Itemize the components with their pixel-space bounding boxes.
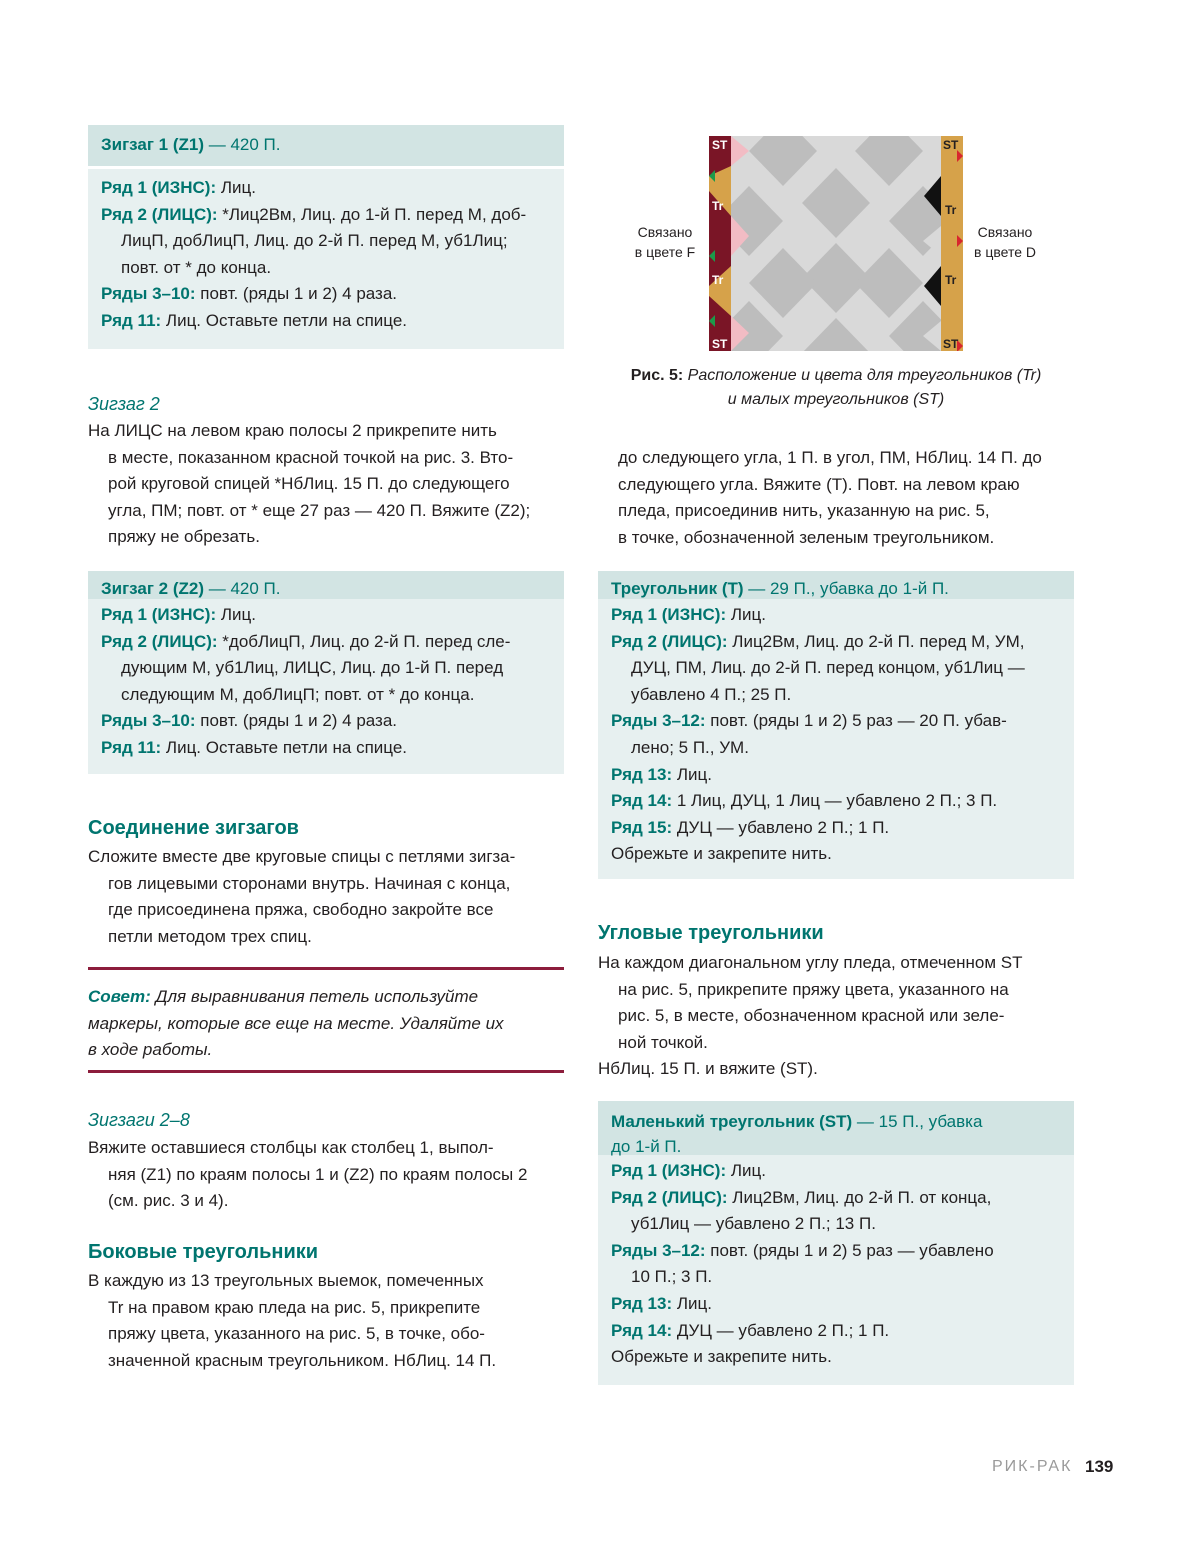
z1-count: — 420 П. (204, 135, 281, 154)
row-text: Обрежьте и закрепите нить. (611, 844, 832, 864)
row-text: ЛицП, добЛицП, Лиц. до 2-й П. перед М, уб1Лиц; (121, 231, 508, 251)
row-text: уб1Лиц — убавлено 2 П.; 13 П. (631, 1214, 876, 1234)
row-text: Лиц. (216, 178, 256, 197)
z1-title: Зигзаг 1 (Z1) (101, 135, 205, 154)
paragraph-line: угла, ПМ; повт. от * еще 27 раз — 420 П. Вяжите (Z2); (108, 500, 531, 520)
row-text: убавлено 4 П.; 25 П. (631, 684, 792, 704)
row-label: Ряд 11: (101, 310, 162, 330)
st-tag-bottom-right: ST (943, 337, 959, 351)
joining-paragraph (88, 844, 568, 950)
paragraph-line: значенной красным треугольником. НбЛиц. 14 П. (108, 1350, 497, 1370)
triangle-count: — 29 П., убавка до 1-й П. (743, 579, 949, 598)
small-triangle-title: Маленький треугольник (ST) (611, 1112, 853, 1131)
row-label: Ряд 1 (ИЗНС): (611, 1161, 727, 1180)
joining-heading: Соединение зигзагов (88, 817, 299, 839)
instruction-line (101, 629, 551, 656)
small-triangle-box-header (598, 1101, 1074, 1155)
zigzag2-heading: Зигзаг 2 (88, 394, 160, 414)
paragraph-line: (см. рис. 3 и 4). (108, 1191, 229, 1211)
instruction-line (611, 1264, 1061, 1291)
paragraph-line: На каждом диагональном углу пледа, отмеченном ST (598, 953, 1023, 972)
row-text: Лиц. (726, 605, 766, 624)
instruction-line (611, 602, 1061, 629)
right-label-line-2: в цвете D (974, 244, 1036, 260)
paragraph-line: Вяжите оставшиеся столбцы как столбец 1, выпол- (88, 1138, 494, 1157)
row-text: Лиц. (726, 1161, 766, 1180)
z1-pattern-box (88, 125, 564, 349)
row-label: Ряд 13: (611, 1293, 673, 1313)
tip-paragraph (88, 984, 564, 1064)
paragraph-line: В каждую из 13 треугольных выемок, помеченных (88, 1271, 484, 1290)
instruction-line (611, 1238, 1061, 1265)
paragraph-line: ной точкой. (618, 1032, 708, 1052)
paragraph-line: Сложите вместе две круговые спицы с петлями зигза- (88, 847, 516, 866)
paragraph-line: НбЛиц. 15 П. и вяжите (ST). (598, 1059, 818, 1079)
corner-triangles-paragraph (598, 950, 1078, 1083)
row-text: лено; 5 П., УМ. (631, 737, 749, 757)
tr-tag-left-2: Tr (712, 273, 724, 287)
st-tag-top-right: ST (943, 138, 959, 152)
instruction-line (611, 1291, 1061, 1318)
row-text: дующим М, уб1Лиц, ЛИЦС, Лиц. до 1-й П. перед (121, 658, 504, 678)
row-text: ДУЦ, ПМ, Лиц. до 2-й П. перед концом, уб1Лиц — (631, 658, 1025, 678)
tr-tag-left-1: Tr (712, 199, 724, 213)
tip-line (88, 1011, 564, 1038)
caption-line-2: и малых треугольников (ST) (727, 391, 945, 408)
instruction-line (611, 1185, 1061, 1212)
left-label-line-1: Связано (637, 224, 693, 240)
side-triangles-heading: Боковые треугольники (88, 1241, 319, 1263)
instruction-line (611, 815, 1061, 842)
row-label: Ряд 14: (611, 1320, 673, 1340)
z2-title: Зигзаг 2 (Z2) (101, 579, 205, 598)
tip-bottom-rule (88, 1070, 564, 1073)
paragraph-line: где присоединена пряжа, свободно закройте все (108, 900, 494, 920)
tr-tag-right-1: Tr (945, 203, 957, 217)
tip-label: Совет: (88, 987, 151, 1006)
caption-key: Рис. 5: (630, 367, 684, 384)
paragraph-line: Tr на правом краю пледа на рис. 5, прикрепите (108, 1297, 481, 1317)
row-text: следующим М, добЛицП; повт. от * до конца. (121, 684, 475, 704)
figure-left-label (626, 222, 704, 262)
z2-count: — 420 П. (204, 579, 281, 598)
instruction-line (611, 762, 1061, 789)
instruction-line (611, 735, 1061, 762)
instruction-line (101, 202, 551, 229)
row-text: *добЛицП, Лиц. до 2-й П. перед сле- (217, 631, 511, 651)
instruction-line (611, 629, 1061, 656)
row-label: Ряд 11: (101, 737, 162, 757)
paragraph-line: рой круговой спицей *НбЛиц. 15 П. до следующего (108, 474, 510, 494)
row-label: Ряд 2 (ЛИЦС): (101, 204, 218, 224)
tip-text: маркеры, которые все еще на месте. Удаляйте их (88, 1013, 504, 1033)
triangle-title: Треугольник (T) (611, 579, 744, 598)
page-number: 139 (1085, 1457, 1114, 1476)
figure-5 (709, 136, 963, 351)
instruction-line (101, 308, 551, 335)
instruction-line (611, 1158, 1061, 1185)
paragraph-line: пряжу не обрезать. (108, 527, 260, 547)
row-text: повт. (ряды 1 и 2) 4 раза. (195, 284, 398, 304)
tip-line (88, 1037, 564, 1064)
left-label-line-2: в цвете F (634, 244, 696, 260)
paragraph-line: гов лицевыми сторонами внутрь. Начиная с конца, (108, 873, 511, 893)
instruction-line (101, 708, 551, 735)
paragraph-line: следующего угла. Вяжите (T). Повт. на левом краю (618, 474, 1020, 494)
row-text: Лиц. Оставьте петли на спице. (161, 310, 407, 330)
z1-instructions (88, 169, 564, 343)
tip-text: Для выравнивания петель используйте (150, 987, 479, 1006)
instruction-line (101, 682, 551, 709)
row-text: 1 Лиц, ДУЦ, 1 Лиц — убавлено 2 П.; 3 П. (672, 791, 998, 811)
instruction-line (101, 735, 551, 762)
row-text: повт. (ряды 1 и 2) 4 раза. (195, 711, 398, 731)
triangle-pattern-box (598, 571, 1074, 879)
row-text: Обрежьте и закрепите нить. (611, 1347, 832, 1367)
row-text: Лиц. (672, 764, 712, 784)
paragraph-line: до следующего угла, 1 П. в угол, ПМ, НбЛиц. 14 П. до (618, 448, 1042, 467)
instruction-line (611, 788, 1061, 815)
row-label: Ряды 3–12: (611, 1240, 706, 1260)
triangle-instructions (598, 599, 1074, 876)
paragraph-line: пряжу цвета, указанного на рис. 5, в точке, обо- (108, 1324, 485, 1344)
row-label: Ряд 1 (ИЗНС): (611, 605, 727, 624)
z2-instructions (88, 599, 564, 770)
z2-pattern-box (88, 571, 564, 774)
instruction-line (101, 175, 551, 202)
row-label: Ряд 1 (ИЗНС): (101, 178, 217, 197)
row-label: Ряд 15: (611, 817, 673, 837)
row-text: ДУЦ — убавлено 2 П.; 1 П. (672, 817, 890, 837)
row-label: Ряд 14: (611, 791, 673, 811)
zigzag2-paragraph (88, 418, 568, 551)
small-triangle-count-2: до 1-й П. (611, 1137, 682, 1156)
row-label: Ряды 3–10: (101, 284, 196, 304)
running-head: РИК-РАК (992, 1458, 1073, 1475)
instruction-line (611, 708, 1061, 735)
row-text: ДУЦ — убавлено 2 П.; 1 П. (672, 1320, 890, 1340)
paragraph-line: на рис. 5, прикрепите пряжу цвета, указанного на (618, 979, 1009, 999)
paragraph-line: На ЛИЦС на левом краю полосы 2 прикрепите нить (88, 421, 497, 440)
row-text: повт. (ряды 1 и 2) 5 раз — 20 П. убав- (705, 711, 1007, 731)
row-label: Ряды 3–10: (101, 711, 196, 731)
instruction-line (611, 655, 1061, 682)
tip-top-rule (88, 967, 564, 970)
row-text: 10 П.; 3 П. (631, 1267, 713, 1287)
paragraph-line: рис. 5, в месте, обозначенном красной или зеле- (618, 1006, 1005, 1026)
row-text: Лиц2Вм, Лиц. до 2-й П. от конца, (727, 1187, 992, 1207)
instruction-line (101, 255, 551, 282)
triangle-box-header (598, 571, 1074, 599)
instruction-line (101, 228, 551, 255)
instruction-line (101, 602, 551, 629)
z2-box-header (88, 571, 564, 599)
tr-tag-right-2: Tr (945, 273, 957, 287)
side-triangles-continuation (598, 445, 1078, 551)
caption-line-1: Расположение и цвета для треугольников (Tr) (683, 367, 1042, 384)
small-triangle-instructions (598, 1155, 1074, 1379)
paragraph-line: петли методом трех спиц. (108, 926, 312, 946)
figure-caption (598, 364, 1074, 412)
instruction-line (611, 682, 1061, 709)
instruction-line (611, 1211, 1061, 1238)
row-label: Ряд 1 (ИЗНС): (101, 605, 217, 624)
figure-right-label (966, 222, 1044, 262)
paragraph-line: няя (Z1) по краям полосы 1 и (Z2) по краям полосы 2 (108, 1164, 528, 1184)
paragraph-line: в месте, показанном красной точкой на рис. 3. Вто- (108, 447, 514, 467)
instruction-line (611, 1344, 1061, 1371)
right-label-line-1: Связано (977, 224, 1033, 240)
instruction-line (101, 655, 551, 682)
row-text: Лиц. (672, 1293, 712, 1313)
instruction-line (101, 281, 551, 308)
small-triangle-pattern-box (598, 1101, 1074, 1385)
instruction-line (611, 841, 1061, 868)
small-triangle-count: — 15 П., убавка (852, 1112, 983, 1131)
corner-triangles-heading: Угловые треугольники (598, 922, 824, 944)
side-triangles-paragraph (88, 1268, 568, 1374)
zigzags-2-8-paragraph (88, 1135, 568, 1215)
row-text: повт. от * до конца. (121, 257, 272, 277)
instruction-line (611, 1318, 1061, 1345)
zigzags-2-8-heading: Зигзаги 2–8 (88, 1110, 190, 1130)
row-label: Ряды 3–12: (611, 711, 706, 731)
paragraph-line: пледа, присоединив нить, указанную на рис. 5, (618, 501, 990, 521)
z1-box-header (88, 125, 564, 169)
tip-line (88, 984, 564, 1011)
row-text: *Лиц2Вм, Лиц. до 1-й П. перед М, доб- (217, 204, 527, 224)
row-text: Лиц. Оставьте петли на спице. (161, 737, 407, 757)
st-tag-top-left: ST (712, 138, 728, 152)
row-label: Ряд 2 (ЛИЦС): (611, 631, 728, 651)
row-text: повт. (ряды 1 и 2) 5 раз — убавлено (705, 1240, 994, 1260)
row-label: Ряд 13: (611, 764, 673, 784)
st-tag-bottom-left: ST (712, 337, 728, 351)
row-label: Ряд 2 (ЛИЦС): (101, 631, 218, 651)
row-label: Ряд 2 (ЛИЦС): (611, 1187, 728, 1207)
tip-text: в ходе работы. (88, 1040, 213, 1060)
row-text: Лиц2Вм, Лиц. до 2-й П. перед М, УМ, (727, 631, 1025, 651)
figure-5-diagram (709, 136, 963, 351)
row-text: Лиц. (216, 605, 256, 624)
paragraph-line: в точке, обозначенной зеленым треугольником. (618, 527, 995, 547)
